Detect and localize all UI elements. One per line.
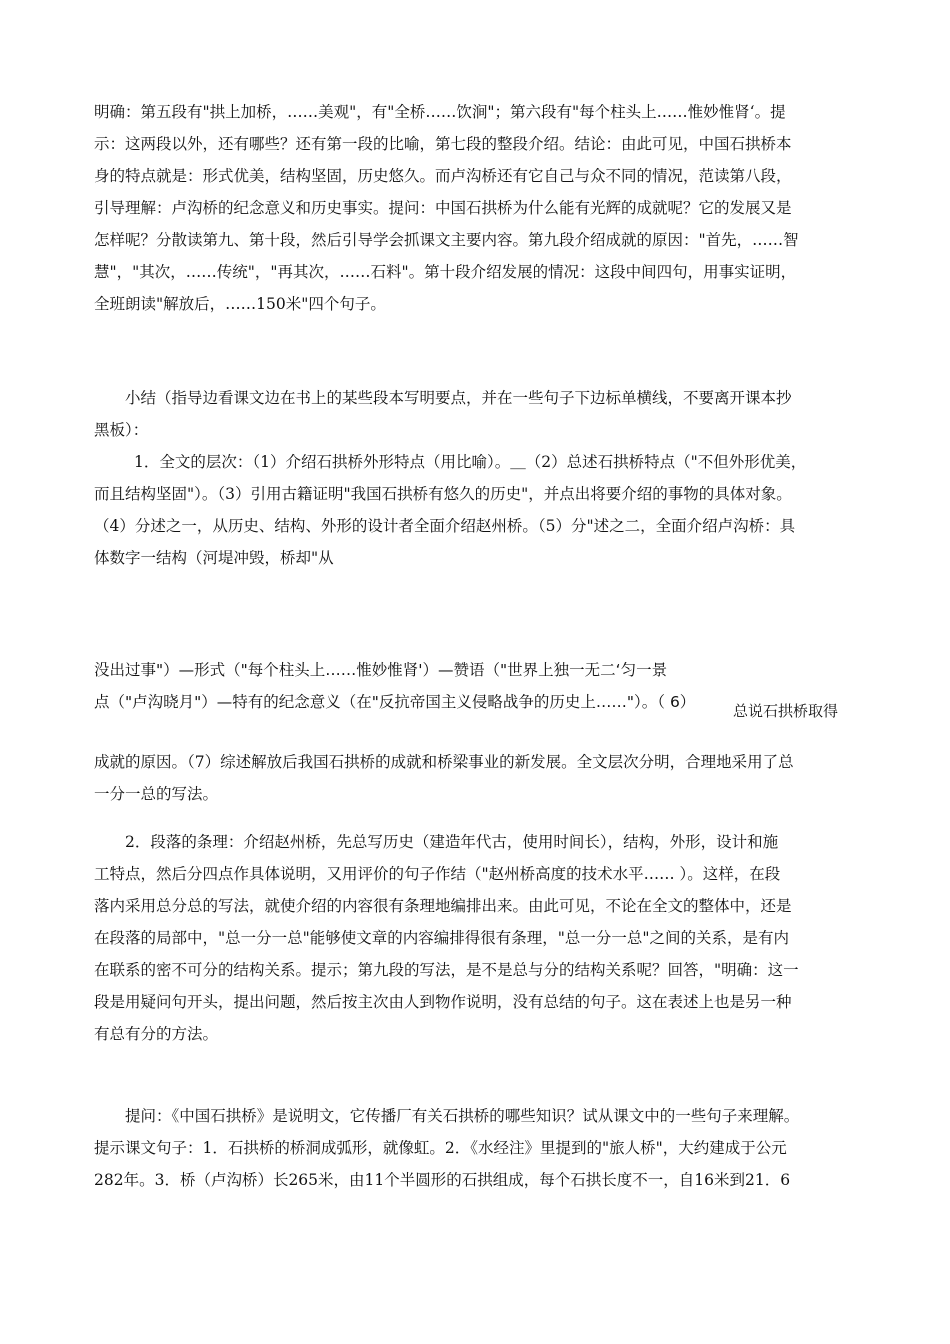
text-line: 引导理解：卢沟桥的纪念意义和历史事实。提问：中国石拱桥为什么能有光辉的成就呢？它的发展又是 [94,199,792,217]
margin-note: 总说石拱桥取得 [733,702,839,720]
paragraph-structure-levels [94,446,869,606]
text-line: 有总有分的方法。 [94,1025,219,1043]
text-line: （4）分述之一，从历史、结构、外形的设计者全面介绍赵州桥。（5）分"述之二，全面介绍卢沟桥：具 [94,517,796,535]
text-line: 点（"卢沟晓月"）—特有的纪念意义（在"反抗帝国主义侵略战争的历史上……"）。（ 6） [94,693,696,711]
text-line: 没出过事"）—形式（"每个柱头上……惟妙惟肾'）—赞语（"世界上独一无二‘匀一景 [94,661,668,679]
text-line: 明确：第五段有"拱上加桥，……美观"，有"全桥……饮涧"；第六段有"每个柱头上……惟妙惟肾‘。提 [94,103,786,121]
paragraph-section-order [94,826,869,1082]
text-line: 慧"，"其次，……传统"，"再其次，……石料"。第十段介绍发展的情况：这段中间四句，用事实证明， [94,263,797,281]
text-line: 2．段落的条理：介绍赵州桥，先总写历史（建造年代古，使用时间长），结构，外形，设计和施 [125,833,779,851]
text-line: 全班朗读"解放后，……150米"四个句子。 [94,295,386,313]
text-line: 段是用疑问句开头，提出问题，然后按主次由人到物作说明，没有总结的句子。这在表述上也是另一种 [94,993,792,1011]
text-line: 怎样呢？分散读第九、第十段，然后引导学会抓课文主要内容。第九段介绍成就的原因："首先，……智 [94,231,799,249]
text-line: 身的特点就是：形式优美，结构坚固，历史悠久。而卢沟桥还有它自己与众不同的情况，范读第八段， [94,167,792,185]
text-line: 提示课文句子：1．石拱桥的桥洞成弧形，就像虹。2．《水经注》里提到的"旅人桥"，大约建成于公元 [94,1139,787,1157]
text-line: 提问：《中国石拱桥》是说明文，它传播厂有关石拱桥的哪些知识？试从课文中的一些句子来理解。 [125,1107,800,1125]
text-line: 一分一总的写法。 [94,785,219,803]
text-line: 工特点，然后分四点作具体说明，又用评价的句子作结（"赵州桥高度的技术水平…… ）。这样，在段 [94,865,781,883]
text-line: 在联系的密不可分的结构关系。提示；第九段的写法，是不是总与分的结构关系呢？回答，"明确：这一 [94,961,799,979]
paragraph-analysis [94,96,869,386]
paragraph-summary-intro [94,382,869,446]
text-line: 体数字一结构（河堤冲毁，桥却"从 [94,549,334,567]
text-line: 在段落的局部中，"总一分一总"能够使文章的内容编排得很有条理，"总一分一总"之间的关系，是有内 [94,929,790,947]
text-line: 落内采用总分总的写法，就使介绍的内容很有条理地编排出来。由此可见，不论在全文的整体中，还是 [94,897,792,915]
text-line: 小结（指导边看课文边在书上的某些段本写明要点，并在一些句子下边标单横线，不要离开课本抄 [125,389,792,407]
text-line: 成就的原因。（7）综述解放后我国石拱桥的成就和桥梁事业的新发展。全文层次分明，合理地采用了总 [94,753,794,771]
text-line: 示：这两段以外，还有哪些？还有第一段的比喻，第七段的整段介绍。结论：由此可见，中国石拱桥本 [94,135,792,153]
paragraph-conclusion [94,746,869,810]
text-line: 282年。3．桥（卢沟桥）长265米，由11个半圆形的石拱组成，每个石拱长度不一，自16米到21．6 [94,1171,791,1189]
text-line: 而且结构坚固"）。（3）引用古籍证明"我国石拱桥有悠久的历史"，并点出将要介绍的事物的具体对象。 [94,485,792,503]
text-line: 1．全文的层次：（1）介绍石拱桥外形特点（用比喻）。＿（2）总述石拱桥特点（"不但外形优美， [134,453,807,471]
paragraph-question [94,1100,869,1260]
text-line: 黑板）： [94,421,149,439]
